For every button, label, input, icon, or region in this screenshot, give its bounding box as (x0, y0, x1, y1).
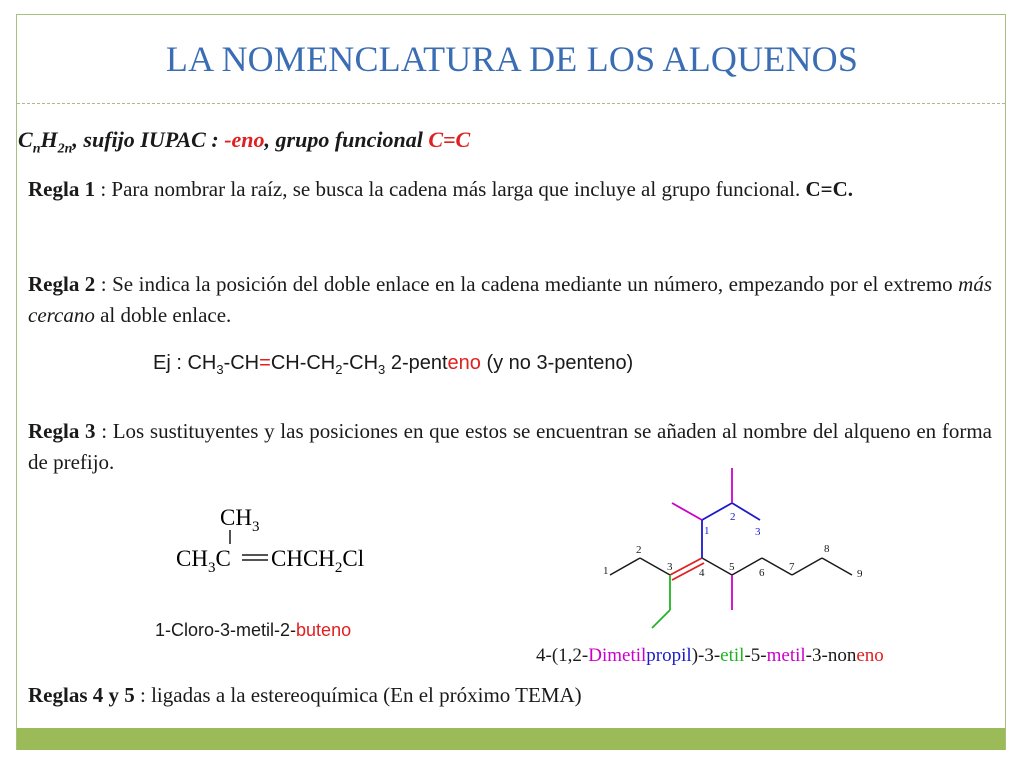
example-sub: 3 (378, 362, 386, 377)
formula-suffix: -eno (224, 127, 265, 152)
rule-1 (28, 174, 992, 205)
rule-2-text-a: : Se indica la posición del doble enlace en la cadena mediante un número, empezando por el extremo (95, 272, 959, 296)
structure-nonene (590, 460, 880, 640)
mol1-caption (155, 620, 351, 641)
caption-metil: metil (766, 645, 806, 666)
bond-c7-c8 (792, 558, 822, 575)
rules-4-5-text: : ligadas a la estereoquímica (En el próximo TEMA) (134, 683, 582, 707)
formula-group: C=C (428, 127, 471, 152)
chain-number: 9 (857, 568, 863, 580)
footer-bar (17, 728, 1005, 750)
rule-2-label: Regla 2 (28, 272, 96, 296)
caption-part: -5- (744, 645, 767, 666)
chain-number: 1 (603, 565, 609, 577)
rule-2-text-b: al doble enlace. (94, 303, 232, 327)
example-part: -CH (342, 352, 379, 374)
caption-etil: etil (720, 645, 745, 666)
mol1-caption-suffix: buteno (296, 620, 352, 640)
caption-dimetil: Dimetil (588, 645, 647, 666)
rules-4-5 (28, 680, 992, 711)
rules-4-5-label: Reglas 4 y 5 (28, 683, 135, 707)
chain-number: 7 (789, 561, 795, 573)
methyl-propyl-1-bond (672, 503, 702, 520)
slide-title: LA NOMENCLATURA DE LOS ALQUENOS (165, 39, 859, 79)
example-line (153, 352, 633, 377)
mol2-caption (536, 645, 884, 667)
mol1-right-group: $CHCH_2Cl$ (271, 546, 365, 576)
branch-number: 3 (755, 526, 761, 538)
formula-mid: , grupo funcional (264, 127, 429, 152)
formula-h: H (40, 127, 58, 152)
rule-2-italic: más cercano (28, 272, 992, 327)
chain-number: 2 (636, 544, 642, 556)
formula-2n: 2n (57, 141, 73, 157)
example-part: 2-pent (385, 352, 448, 374)
bond-c4-c5 (702, 558, 732, 575)
rule-3-label: Regla 3 (28, 419, 96, 443)
bond-c8-c9 (822, 558, 852, 575)
formula-c: C (18, 127, 33, 152)
example-part: Ej : CH (153, 352, 217, 374)
formula-n: n (32, 141, 41, 157)
bond-c6-c7 (762, 558, 792, 575)
example-double-bond: = (259, 352, 271, 374)
branch-number: 2 (730, 511, 736, 523)
rule-1-group: C=C. (805, 177, 854, 201)
caption-part: )-3- (691, 645, 721, 666)
example-part: CH-CH (270, 352, 336, 374)
caption-part: -3-non (805, 645, 857, 666)
ethyl-bond-2 (652, 610, 670, 628)
general-formula (18, 127, 470, 157)
chain-number: 5 (729, 561, 735, 573)
bond-c1-c2 (610, 558, 640, 575)
example-sub: 3 (216, 362, 224, 377)
caption-eno: eno (856, 645, 884, 666)
chain-number: 6 (759, 567, 765, 579)
propyl-bond-2 (702, 503, 732, 520)
rule-3-text: : Los sustituyentes y las posiciones en que estos se encuentran se añaden al nombre del alqueno en forma de prefijo. (28, 419, 992, 474)
mol1-left-group: $CH_3C$ (176, 546, 231, 576)
example-sub: 2 (335, 362, 343, 377)
rule-2 (28, 269, 992, 331)
example-suffix: eno (447, 352, 481, 374)
caption-propil: propil (646, 645, 692, 666)
chain-number: 8 (824, 543, 830, 555)
rule-1-text: : Para nombrar la raíz, se busca la cadena más larga que incluye al grupo funcional. (95, 177, 806, 201)
chain-number: 3 (667, 561, 673, 573)
chain-number: 4 (699, 567, 705, 579)
caption-part: 4-(1,2- (536, 645, 589, 666)
rule-1-label: Regla 1 (28, 177, 96, 201)
bond-c5-c6 (732, 558, 762, 575)
title-divider (17, 103, 1005, 104)
branch-number: 1 (704, 525, 710, 537)
propyl-bond-3 (732, 503, 760, 520)
example-part: -CH (223, 352, 260, 374)
example-part: (y no 3-penteno) (480, 352, 634, 374)
mol1-caption-prefix: 1-Cloro-3-metil-2- (155, 620, 297, 640)
formula-text: , sufijo IUPAC : (72, 127, 225, 152)
mol1-top-group: $CH_3$ (220, 505, 260, 535)
structure-cloro-metil-buteno (168, 496, 388, 586)
bond-c2-c3 (640, 558, 670, 575)
